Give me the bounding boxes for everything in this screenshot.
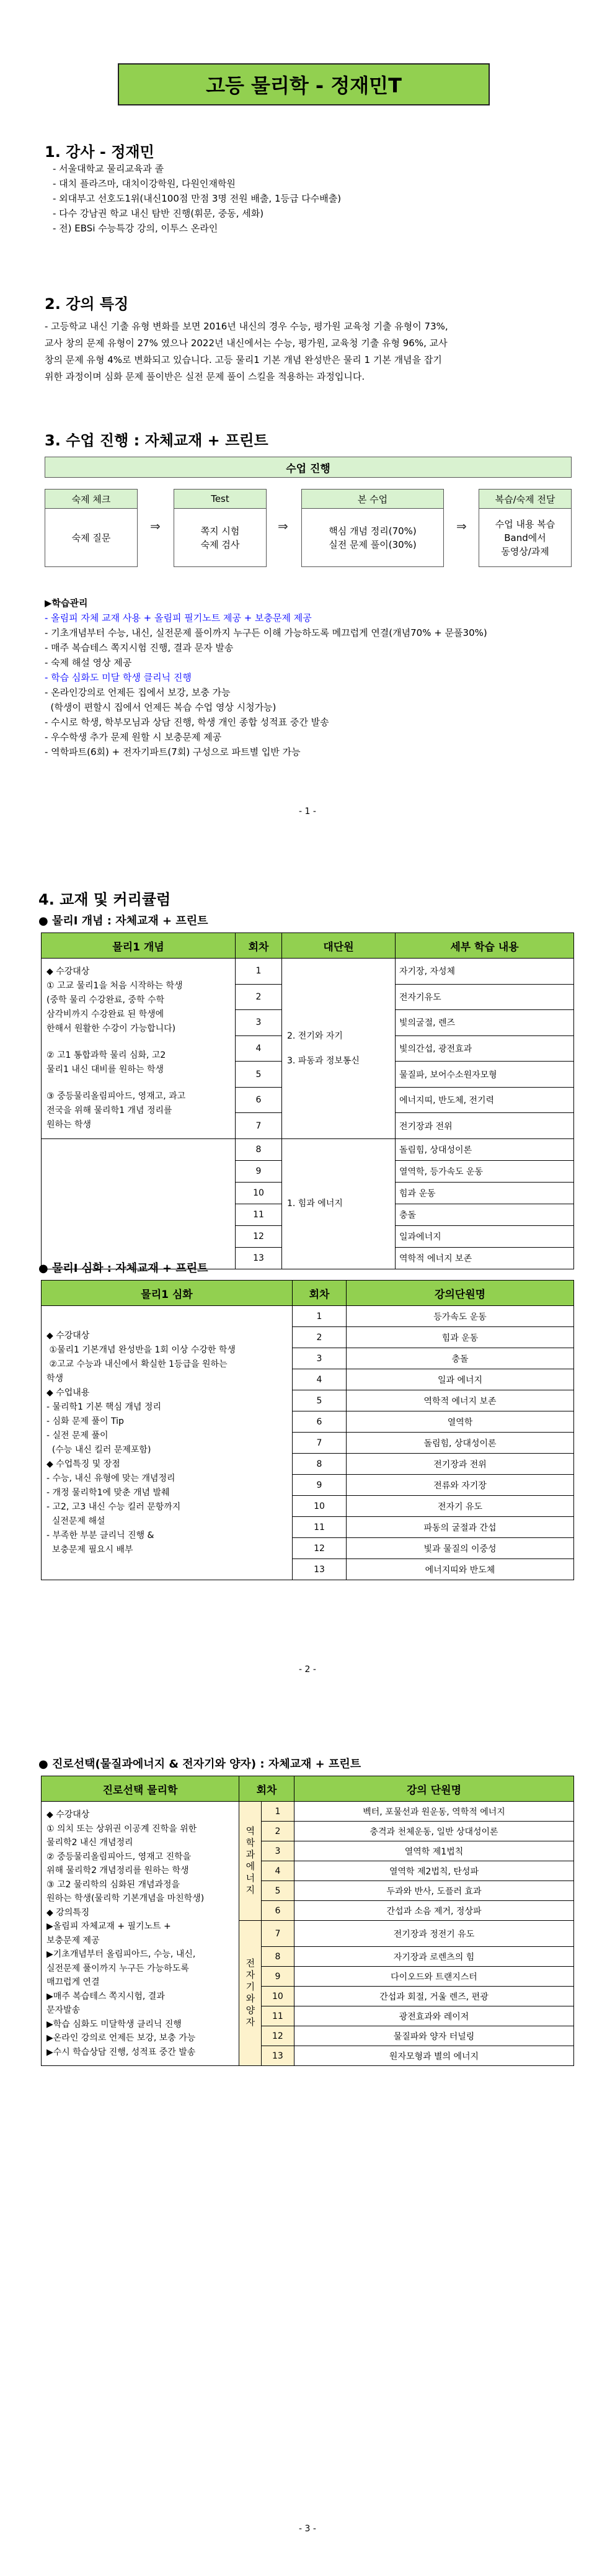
desc-line: ③ 중등물리올림피아드, 영재고, 과고 <box>46 1091 186 1101</box>
table-caption: ● 물리Ⅰ 개념 : 자체교재 + 프린트 <box>38 915 208 928</box>
desc-line: 원하는 학생 <box>46 1120 92 1130</box>
lesson-title: 두과와 반사, 도플러 효과 <box>294 1881 574 1901</box>
desc-line: ▶기초개념부터 올림피아드, 수능, 내신, <box>46 1949 196 1959</box>
arrow-icon: ⇒ <box>150 519 161 534</box>
list-item: - 우수학생 추가 문제 원할 시 보충문제 제공 <box>45 731 222 743</box>
desc-line: (수능 내신 킬러 문제포함) <box>46 1444 151 1455</box>
table-caption: ● 진로선택(물질과에너지 & 전자기와 양자) : 자체교재 + 프린트 <box>38 1758 361 1771</box>
session-number: 9 <box>261 1967 294 1987</box>
desc-line: 학생 <box>46 1373 64 1384</box>
instructor-bullets <box>53 161 341 236</box>
lesson-detail: 자기장, 자성체 <box>396 959 574 985</box>
list-item: - 올림피 자체 교재 사용 + 올림피 필기노트 제공 + 보충문제 제공 <box>45 612 312 624</box>
flow-step-line: 숙제 검사 <box>200 539 240 550</box>
management-title: ▶학습관리 <box>45 597 88 609</box>
lesson-title: 간섭과 소음 제거, 정상파 <box>294 1901 574 1921</box>
desc-line: 매끄럽게 연결 <box>46 1977 100 1987</box>
list-item: - 기초개념부터 수능, 내신, 실전문제 풀이까지 누구든 이해 가능하도록 메끄럽게 연결(개념70% + 문풀30%) <box>45 627 487 638</box>
desc-line: 한해서 원활한 수강이 가능합니다) <box>46 1024 176 1034</box>
desc-line: 전국을 위해 물리학1 개념 정리를 <box>46 1106 172 1116</box>
flow-step-head: 복습/숙제 전달 <box>479 490 571 509</box>
concept-curriculum-table <box>41 932 574 1269</box>
section-curriculum-heading: 4. 교재 및 커리큘럼 <box>38 891 171 908</box>
session-number: 8 <box>236 1139 282 1161</box>
lesson-title: 다이오드와 트랜지스터 <box>294 1967 574 1987</box>
session-number: 4 <box>293 1369 347 1390</box>
session-number: 12 <box>261 2026 294 2046</box>
list-item: - 전) EBSi 수능특강 강의, 이투스 온라인 <box>53 223 218 234</box>
arrow-icon: ⇒ <box>278 519 288 534</box>
lesson-title: 자기장과 로렌츠의 힘 <box>294 1947 574 1967</box>
session-number: 6 <box>261 1901 294 1921</box>
lesson-title: 일과 에너지 <box>347 1369 574 1390</box>
lesson-title: 역학적 에너지 보존 <box>347 1390 574 1411</box>
lesson-title: 열역학 제1법칙 <box>294 1841 574 1861</box>
unit-group <box>282 1139 396 1269</box>
lesson-title: 힘과 운동 <box>347 1327 574 1348</box>
session-number: 2 <box>236 984 282 1010</box>
lesson-detail: 충돌 <box>396 1204 574 1226</box>
session-number: 7 <box>236 1113 282 1139</box>
lesson-title: 전자기 유도 <box>347 1496 574 1517</box>
session-number: 5 <box>261 1881 294 1901</box>
lesson-title: 열역학 <box>347 1411 574 1433</box>
session-number: 13 <box>236 1248 282 1269</box>
features-paragraph <box>45 318 578 385</box>
table-header: 대단원 <box>282 933 396 959</box>
desc-line: ▶매주 복습테스 쪽지시험, 결과 <box>46 1991 165 2001</box>
desc-line: 위해 물리학2 개념정리를 원하는 학생 <box>46 1866 189 1876</box>
lesson-detail: 일과에너지 <box>396 1226 574 1248</box>
desc-line: ② 중등물리올림피아드, 영재고 진학을 <box>46 1851 192 1862</box>
lesson-title: 물질파와 양자 터널링 <box>294 2026 574 2046</box>
session-number: 10 <box>236 1183 282 1204</box>
group-label-mechanics <box>239 1802 262 1921</box>
desc-line: ◆ 강의특징 <box>46 1907 90 1918</box>
flow-title-bar: 수업 진행 <box>45 457 572 478</box>
unit-name: 1. 힘과 에너지 <box>287 1199 343 1209</box>
table-header: 회차 <box>239 1776 294 1802</box>
table-header: 물리1 심화 <box>42 1281 293 1306</box>
session-number: 10 <box>261 1987 294 2006</box>
lesson-title: 등가속도 운동 <box>347 1306 574 1327</box>
section-progress-heading: 3. 수업 진행 : 자체교재 + 프린트 <box>45 432 268 449</box>
session-number: 9 <box>293 1475 347 1496</box>
lesson-title: 파동의 굴절과 간섭 <box>347 1517 574 1538</box>
lesson-title: 원자모형과 별의 에너지 <box>294 2046 574 2066</box>
desc-line: 실전문제 해설 <box>46 1516 105 1526</box>
session-number: 8 <box>261 1947 294 1967</box>
desc-line: - 고2, 고3 내신 수능 킬러 문항까지 <box>46 1501 181 1512</box>
desc-line: ◆ 수강대상 <box>46 1330 90 1341</box>
lesson-title: 빛과 물질의 이중성 <box>347 1538 574 1559</box>
desc-line: 삼각비까지 수강완료 된 학생에 <box>46 1009 164 1019</box>
table-header: 세부 학습 내용 <box>396 933 574 959</box>
list-item: - 다수 강남권 학교 내신 탐반 진행(휘문, 중동, 세화) <box>53 208 264 219</box>
group-label: 역학과에너지 <box>244 1825 256 1897</box>
session-number: 1 <box>236 959 282 985</box>
career-curriculum-table <box>41 1776 574 2066</box>
session-number: 7 <box>261 1921 294 1947</box>
lesson-title: 벡터, 포물선과 원운동, 역학적 에너지 <box>294 1802 574 1822</box>
paragraph-line: 창의 문제 유형 4%로 변화되고 있습니다. 고등 물리1 기본 개념 완성반은 물리 1 기본 개념을 잡기 <box>45 354 442 365</box>
table-caption: ● 물리Ⅰ 심화 : 자체교재 + 프린트 <box>38 1262 208 1275</box>
desc-line: 문자발송 <box>46 2005 81 2015</box>
session-number: 2 <box>261 1822 294 1841</box>
lesson-detail: 열역학, 등가속도 운동 <box>396 1161 574 1183</box>
lesson-title: 전기장과 정전기 유도 <box>294 1921 574 1947</box>
session-number: 11 <box>261 2006 294 2026</box>
session-number: 1 <box>293 1306 347 1327</box>
desc-line: ① 고교 물리1을 처음 시작하는 학생 <box>46 981 183 991</box>
session-number: 11 <box>236 1204 282 1226</box>
lesson-title: 전류와 자기장 <box>347 1475 574 1496</box>
section-features-heading: 2. 강의 특징 <box>45 295 129 313</box>
unit-group <box>282 959 396 1139</box>
page-title: 고등 물리학 - 정재민T <box>118 63 490 105</box>
page-number: - 1 - <box>299 807 316 816</box>
session-number: 3 <box>293 1348 347 1369</box>
lesson-title: 간섭과 회절, 거울 렌즈, 편광 <box>294 1987 574 2006</box>
session-number: 8 <box>293 1454 347 1475</box>
desc-line: 실전문제 풀이까지 누구든 가능하도록 <box>46 1963 189 1974</box>
list-item: - 수시로 학생, 학부모님과 상담 진행, 학생 개인 종합 성적표 중간 발송 <box>45 717 329 728</box>
lesson-detail: 전자기유도 <box>396 984 574 1010</box>
desc-line: ◆ 수업내용 <box>46 1387 90 1398</box>
session-number: 9 <box>236 1161 282 1183</box>
desc-line: ▶수시 학습상담 진행, 성적표 중간 발송 <box>46 2047 196 2057</box>
session-number: 10 <box>293 1496 347 1517</box>
desc-line: - 물리학1 기본 핵심 개념 정리 <box>46 1402 161 1412</box>
desc-line: ①물리1 기본개념 완성반을 1회 이상 수강한 학생 <box>46 1344 236 1355</box>
session-number: 3 <box>261 1841 294 1861</box>
group-label-electromagnetism <box>239 1921 262 2066</box>
session-number: 6 <box>236 1087 282 1113</box>
desc-line: ▶올림피 자체교재 + 필기노트 + <box>46 1921 171 1931</box>
desc-line: ②고교 수능과 내신에서 확실한 1등급을 원하는 <box>46 1359 228 1369</box>
advanced-curriculum-table <box>41 1280 574 1580</box>
lesson-title: 충돌 <box>347 1348 574 1369</box>
lesson-title: 광전효과와 레이저 <box>294 2006 574 2026</box>
target-description <box>42 1802 239 2066</box>
list-item: - 매주 복습테스 쪽지시험 진행, 결과 문자 발송 <box>45 642 234 653</box>
session-number: 2 <box>293 1327 347 1348</box>
session-number: 5 <box>293 1390 347 1411</box>
list-item: - 학습 심화도 미달 학생 클리닉 진행 <box>45 672 192 683</box>
page-number: - 3 - <box>299 2524 316 2534</box>
flow-step-line: 수업 내용 복습 <box>495 519 555 530</box>
table-header: 회차 <box>236 933 282 959</box>
empty-cell <box>42 1139 236 1269</box>
lesson-detail: 빛의굴절, 렌즈 <box>396 1010 574 1036</box>
desc-line: (중학 물리 수강완료, 중학 수학 <box>46 995 165 1005</box>
group-label: 전자기와양자 <box>244 1957 256 2029</box>
page-number: - 2 - <box>299 1665 316 1675</box>
flow-step-head: 숙제 체크 <box>45 490 137 509</box>
list-item: - 외대부고 선호도1위(내신100점 만점 3명 전원 배출, 1등급 다수배출) <box>53 193 342 204</box>
list-item: - 서울대학교 물리교육과 졸 <box>53 163 164 174</box>
flow-step-line: 핵심 개념 정리(70%) <box>329 525 417 537</box>
desc-line: 물리1 내신 대비를 원하는 학생 <box>46 1065 164 1075</box>
desc-line: 보충문제 필요시 배부 <box>46 1544 133 1555</box>
table-header: 강의단원명 <box>347 1281 574 1306</box>
table-header: 진로선택 물리학 <box>42 1776 239 1802</box>
session-number: 5 <box>236 1062 282 1088</box>
desc-line: ◆ 수업특징 및 장점 <box>46 1459 120 1469</box>
session-number: 7 <box>293 1433 347 1454</box>
list-item: - 온라인강의로 언제든 집에서 보강, 보충 가능 <box>45 687 231 698</box>
list-item: (학생이 편할시 집에서 언제든 복습 수업 영상 시청가능) <box>45 702 277 713</box>
desc-line: - 실전 문제 풀이 <box>46 1430 108 1441</box>
desc-line: ③ 고2 물리학의 심화된 개념과정을 <box>46 1879 180 1890</box>
session-number: 11 <box>293 1517 347 1538</box>
flow-step-line: Band에서 <box>504 532 546 543</box>
table-header: 회차 <box>293 1281 347 1306</box>
list-item: - 대치 플라즈마, 대치이강학원, 다원인재학원 <box>53 178 236 189</box>
paragraph-line: 교사 창의 문제 유형이 27% 였으나 2022년 내신에서는 수능, 평가원, 교육청 기출 유형 96%, 교사 <box>45 338 448 349</box>
learning-management <box>45 596 590 759</box>
session-number: 3 <box>236 1010 282 1036</box>
paragraph-line: 위한 과정이며 심화 문제 풀이반은 실전 문제 풀이 스킬을 적용하는 과정입니다. <box>45 371 365 382</box>
desc-line: ① 의치 또는 상위권 이공계 진학을 위한 <box>46 1823 197 1834</box>
lesson-detail: 에너지띠, 반도체, 전기력 <box>396 1087 574 1113</box>
list-item: - 역학파트(6회) + 전자기파트(7회) 구성으로 파트별 입반 가능 <box>45 746 301 758</box>
lesson-detail: 역학적 에너지 보존 <box>396 1248 574 1269</box>
session-number: 13 <box>261 2046 294 2066</box>
unit-name: 3. 파동과 정보통신 <box>287 1056 360 1066</box>
list-item: - 숙제 해설 영상 제공 <box>45 657 132 668</box>
desc-line: - 개정 물리학1에 맞춘 개념 발췌 <box>46 1487 170 1498</box>
lesson-title: 전기장과 전위 <box>347 1454 574 1475</box>
session-number: 12 <box>236 1226 282 1248</box>
flow-step-review <box>479 489 572 567</box>
session-number: 13 <box>293 1559 347 1580</box>
flow-step-head: 본 수업 <box>302 490 443 509</box>
flow-step-test <box>174 489 267 567</box>
flow-step-main-class <box>301 489 444 567</box>
lesson-title: 에너지띠와 반도체 <box>347 1559 574 1580</box>
section-instructor-heading: 1. 강사 - 정재민 <box>45 143 154 161</box>
desc-line: - 심화 문제 풀이 Tip <box>46 1416 124 1426</box>
desc-line: ◆ 수강대상 <box>46 1810 90 1820</box>
lesson-detail: 빛의간섭, 광전효과 <box>396 1035 574 1062</box>
desc-line: 원하는 학생(물리학 기본개념을 마친학생) <box>46 1894 205 1903</box>
target-description <box>42 959 236 1139</box>
desc-line: ▶학습 심화도 미달학생 클리닉 진행 <box>46 2019 182 2029</box>
lesson-detail: 물질파, 보어수소원자모형 <box>396 1062 574 1088</box>
session-number: 12 <box>293 1538 347 1559</box>
lesson-title: 열역학 제2법칙, 탄성파 <box>294 1861 574 1881</box>
lesson-title: 돌림힘, 상대성이론 <box>347 1433 574 1454</box>
table-header: 물리1 개념 <box>42 933 236 959</box>
desc-line: 물리학2 내신 개념정리 <box>46 1838 133 1848</box>
desc-line: ▶온라인 강의로 언제든 보강, 보충 가능 <box>46 2033 196 2043</box>
desc-line: ② 고1 통합과학 물리 심화, 고2 <box>46 1050 166 1060</box>
session-number: 6 <box>293 1411 347 1433</box>
desc-line: 보충문제 제공 <box>46 1935 100 1946</box>
session-number: 4 <box>261 1861 294 1881</box>
paragraph-line: - 고등학교 내신 기출 유형 변화를 보면 2016년 내신의 경우 수능, 평가원 교육청 기출 유형이 73%, <box>45 321 448 332</box>
flow-step-line: 동영상/과제 <box>501 546 549 557</box>
flow-step-line: 실전 문제 풀이(30%) <box>329 539 417 550</box>
flow-step-homework <box>45 489 138 567</box>
flow-step-head: Test <box>174 490 266 509</box>
unit-name: 2. 전기와 자기 <box>287 1031 343 1041</box>
table-header: 강의 단원명 <box>294 1776 574 1802</box>
flow-step-line: 숙제 질문 <box>71 532 111 543</box>
lesson-detail: 전기장과 전위 <box>396 1113 574 1139</box>
lesson-detail: 돌림힘, 상대성이론 <box>396 1139 574 1161</box>
session-number: 4 <box>236 1035 282 1062</box>
flow-step-line: 쪽지 시험 <box>200 525 240 537</box>
session-number: 1 <box>261 1802 294 1822</box>
desc-line: ◆ 수강대상 <box>46 967 90 977</box>
desc-line: - 수능, 내신 유형에 맞는 개념정리 <box>46 1473 175 1483</box>
desc-line: - 부족한 부분 클리닉 진행 & <box>46 1530 154 1541</box>
target-description <box>42 1306 293 1580</box>
lesson-detail: 힘과 운동 <box>396 1183 574 1204</box>
arrow-icon: ⇒ <box>456 519 467 534</box>
lesson-title: 충격과 천체운동, 일반 상대성이론 <box>294 1822 574 1841</box>
